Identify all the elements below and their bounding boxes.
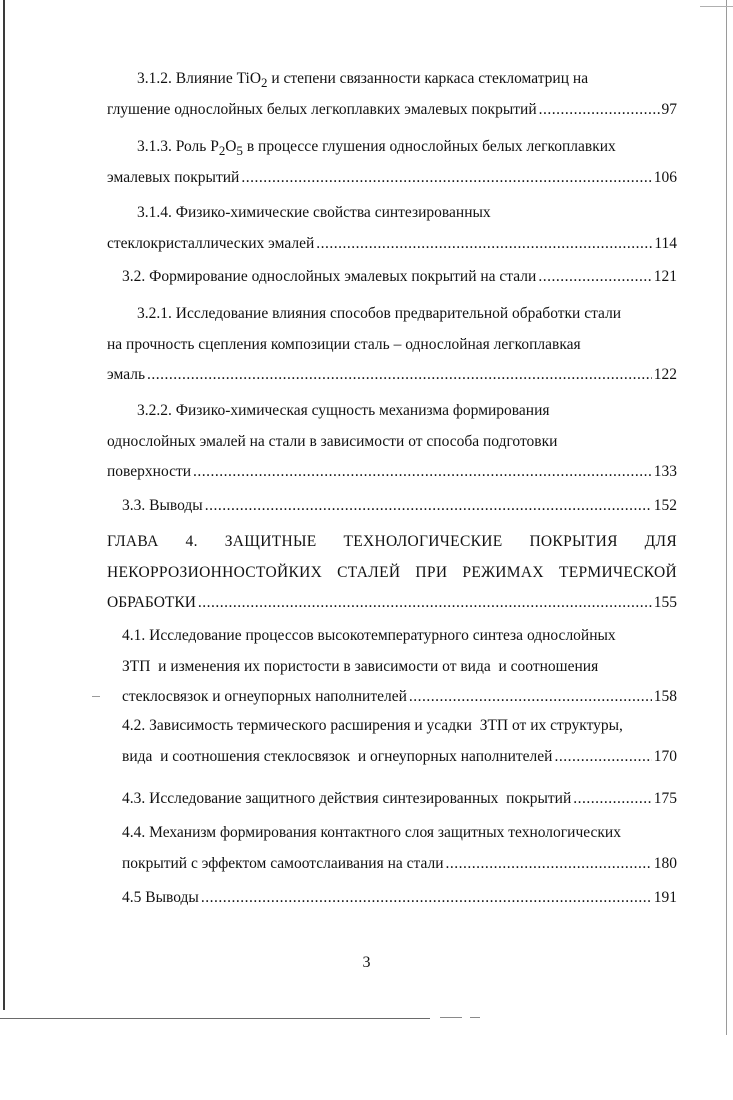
toc-entry-4-1[interactable]	[122, 621, 677, 713]
toc-entry-title: 3.1.2. Влияние TiO$_2$ и степени связанности каркаса стекломатриц на	[137, 70, 589, 91]
toc-line	[122, 621, 677, 652]
toc-entry-3-1-2[interactable]	[107, 64, 677, 125]
toc-line	[137, 132, 677, 163]
toc-entry-title: покрытий с эффектом самоотслаивания на стали	[122, 854, 444, 872]
toc-line	[107, 95, 677, 126]
toc-entry-title: 3.3. Выводы	[122, 497, 203, 514]
dot-leader	[205, 491, 652, 522]
dot-leader	[316, 229, 652, 260]
toc-entry-3-2[interactable]	[122, 262, 677, 293]
dot-leader	[446, 849, 652, 880]
toc-line	[107, 229, 677, 260]
scan-top-right-line	[700, 6, 733, 7]
toc-entry-title: ЗТП и изменения их пористости в зависимости от вида и соотношения	[122, 657, 599, 675]
dot-leader	[193, 457, 652, 488]
toc-entry-title: 3.2.1. Исследование влияния способов предварительной обработки стали	[137, 305, 622, 322]
chapter-title-line: ГЛАВА 4. ЗАЩИТНЫЕ ТЕХНОЛОГИЧЕСКИЕ ПОКРЫТИЯ ДЛЯ	[107, 533, 677, 550]
toc-entry-4-2[interactable]	[122, 711, 677, 772]
toc-page-number: 97	[661, 100, 677, 118]
scan-right-edge	[726, 0, 727, 1035]
toc-line	[122, 262, 677, 293]
toc-line	[122, 652, 677, 683]
toc-page-number: 180	[653, 854, 677, 872]
toc-entry-title: стеклокристаллических эмалей	[107, 234, 315, 252]
toc-entry-4-3[interactable]	[122, 784, 677, 815]
toc-entry-4-5[interactable]	[122, 883, 677, 914]
toc-page-number: 122	[653, 366, 677, 383]
toc-line	[137, 396, 677, 427]
toc-entry-title: 4.5 Выводы	[122, 889, 199, 906]
toc-line	[107, 427, 677, 458]
toc-line	[122, 682, 677, 713]
scan-speck	[92, 696, 100, 697]
toc-entry-title: 3.2.2. Физико-химическая сущность механизма формирования	[137, 402, 550, 419]
toc-entry-3-3[interactable]	[122, 491, 677, 522]
toc-entry-title: вида и соотношения стеклосвязок и огнеупорных наполнителей	[122, 747, 553, 765]
toc-line	[137, 64, 677, 95]
dot-leader	[573, 784, 651, 815]
toc-entry-title: ОБРАБОТКИ	[107, 594, 196, 611]
toc-page-number: 158	[653, 688, 677, 705]
toc-entry-title: 4.3. Исследование защитного действия синтезированных покрытий	[122, 790, 572, 807]
toc-entry-3-2-1[interactable]	[107, 299, 677, 391]
dot-leader	[241, 163, 651, 194]
toc-page-number: 155	[653, 594, 677, 611]
scan-bottom-dash	[440, 1017, 462, 1018]
toc-entry-4-4[interactable]	[122, 818, 677, 879]
toc-line	[122, 784, 677, 815]
scan-bottom-dash	[470, 1017, 480, 1018]
toc-line	[107, 588, 677, 619]
dot-leader	[539, 95, 660, 126]
toc-entry-title: стеклосвязок и огнеупорных наполнителей	[122, 688, 407, 705]
toc-entry-title: 3.2. Формирование однослойных эмалевых покрытий на стали	[122, 268, 537, 285]
toc-entry-title: 3.1.4. Физико-химические свойства синтезированных	[137, 204, 491, 221]
dot-leader	[201, 883, 652, 914]
toc-line	[122, 883, 677, 914]
page-number: 3	[362, 954, 371, 971]
toc-page-number: 114	[654, 234, 677, 252]
toc-page-number: 121	[653, 268, 677, 285]
toc-line	[107, 163, 677, 194]
chapter-title-line: НЕКОРРОЗИОННОСТОЙКИХ СТАЛЕЙ ПРИ РЕЖИМАХ ТЕРМИЧЕСКОЙ	[107, 563, 677, 581]
toc-entry-chapter-4[interactable]	[107, 527, 677, 619]
toc-page-number: 170	[653, 747, 677, 765]
toc-page-number: 175	[653, 790, 677, 807]
toc-entry-title: однослойных эмалей на стали в зависимости от способа подготовки	[107, 432, 558, 450]
dot-leader	[554, 742, 651, 773]
toc-page-number: 191	[653, 889, 677, 906]
dot-leader	[198, 588, 652, 619]
toc-line	[122, 491, 677, 522]
toc-page-number: 152	[653, 497, 677, 514]
toc-line	[122, 711, 677, 742]
toc-line	[137, 198, 677, 229]
toc-entry-title: 3.1.3. Роль $P_2O_5$ в процессе глушения однослойных белых легкоплавких	[137, 138, 616, 159]
toc-entry-3-2-2[interactable]	[107, 396, 677, 488]
toc-entry-3-1-3[interactable]	[107, 132, 677, 193]
toc-entry-title: глушение однослойных белых легкоплавких эмалевых покрытий	[107, 100, 537, 118]
toc-entry-title: на прочность сцепления композиции сталь – однослойная легкоплавкая	[107, 335, 581, 353]
toc-page-number: 133	[653, 463, 677, 480]
toc-entry-title: 4.4. Механизм формирования контактного слоя защитных технологических	[122, 824, 621, 841]
toc-line	[107, 457, 677, 488]
toc-line	[122, 742, 677, 773]
toc-line	[122, 818, 677, 849]
dot-leader	[538, 262, 651, 293]
toc-line	[107, 360, 677, 391]
dot-leader	[147, 360, 652, 391]
toc-entry-title: 4.1. Исследование процессов высокотемпературного синтеза однослойных	[122, 627, 616, 644]
toc-line	[107, 330, 677, 361]
toc-entry-title: эмалевых покрытий	[107, 168, 240, 186]
toc-entry-title: эмаль	[107, 366, 146, 383]
toc-entry-title: поверхности	[107, 463, 192, 480]
toc-entry-title: 4.2. Зависимость термического расширения и усадки ЗТП от их структуры,	[122, 717, 623, 734]
toc-entry-3-1-4[interactable]	[107, 198, 677, 259]
dot-leader	[409, 682, 652, 713]
toc-page-number: 106	[653, 168, 677, 186]
toc-line	[122, 849, 677, 880]
scan-left-edge	[3, 0, 5, 1010]
scan-bottom-edge	[0, 1018, 430, 1019]
toc-line	[137, 299, 677, 330]
